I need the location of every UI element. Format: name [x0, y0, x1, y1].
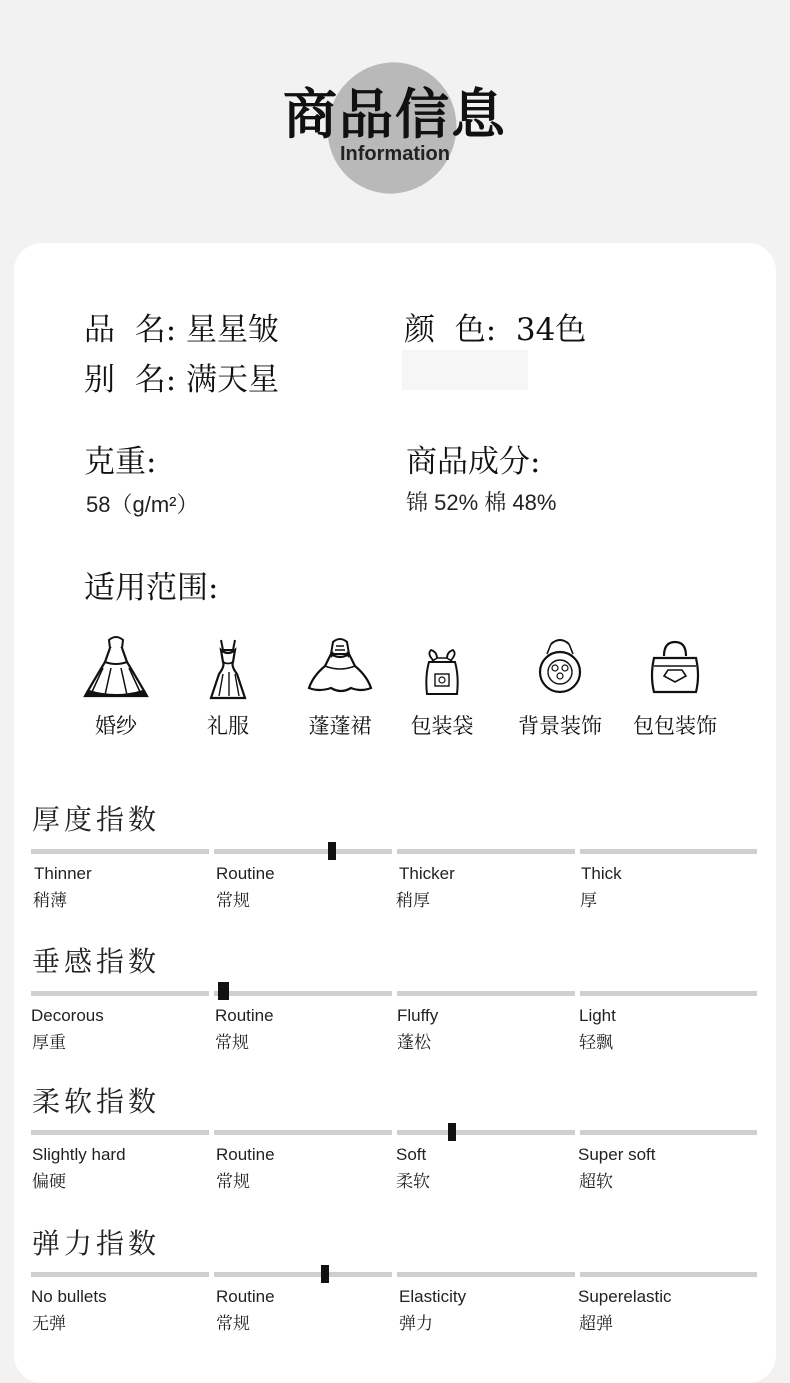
composition-title: 商品成分:: [406, 444, 541, 480]
page-subtitle: Information: [340, 143, 450, 165]
level-label-cn: 常规: [216, 1172, 250, 1192]
level-label-cn: 稍厚: [396, 891, 430, 911]
usage-item-packaging-bag: [387, 632, 497, 740]
usage-label: 蓬蓬裙: [308, 714, 372, 738]
usage-label: 婚纱: [95, 714, 137, 738]
level-label-cn: 厚: [580, 891, 597, 911]
level-label-en: No bullets: [31, 1287, 107, 1306]
usage-item-background-decor: [505, 632, 615, 740]
evening-dress-icon: [193, 632, 263, 702]
scale-bar-segment: [580, 1130, 757, 1135]
scale-bar-segment: [397, 991, 575, 996]
level-label-en: Elasticity: [399, 1287, 467, 1306]
scale-bar-segment: [397, 1130, 575, 1135]
usage-item-tutu-skirt: [285, 632, 395, 740]
level-label-cn: 蓬松: [397, 1033, 431, 1053]
usage-item-evening-dress: [173, 632, 283, 740]
level-label-en: Light: [579, 1006, 616, 1025]
level-label-en: Routine: [215, 1006, 274, 1025]
scale-bar-segment: [31, 1272, 209, 1277]
usage-label: 包包装饰: [633, 714, 717, 738]
scale-bar-segment: [214, 1272, 392, 1277]
usage-label: 礼服: [207, 714, 249, 738]
scale-bar-segment: [214, 849, 392, 854]
scale-bar-segment: [580, 849, 757, 854]
level-label-en: Thicker: [399, 864, 455, 883]
blurred-area: [402, 350, 528, 390]
index-title: 厚度指数: [32, 803, 161, 836]
usage-item-handbag-decor: [620, 632, 730, 740]
index-title: 垂感指数: [32, 945, 161, 978]
level-label-en: Decorous: [31, 1006, 104, 1025]
level-marker: [218, 982, 229, 1000]
level-label-en: Super soft: [578, 1145, 656, 1164]
level-label-cn: 无弹: [32, 1314, 66, 1334]
handbag-icon: [640, 632, 710, 702]
level-label-cn: 超弹: [579, 1314, 613, 1334]
level-label-en: Superelastic: [578, 1287, 672, 1306]
wedding-dress-icon: [81, 632, 151, 702]
level-label-cn: 超软: [579, 1172, 613, 1192]
level-marker: [328, 842, 336, 860]
scale-bar-segment: [397, 1272, 575, 1277]
level-label-cn: 弹力: [399, 1314, 433, 1334]
level-label-cn: 常规: [215, 1033, 249, 1053]
level-label-cn: 偏硬: [32, 1172, 66, 1192]
product-color-count: 颜 色: 34色: [404, 312, 587, 348]
level-label-cn: 轻飘: [579, 1033, 613, 1053]
scale-bar-segment: [397, 849, 575, 854]
scale-bar-segment: [580, 1272, 757, 1277]
level-label-cn: 柔软: [396, 1172, 430, 1192]
usage-label: 背景装饰: [518, 714, 602, 738]
level-label-en: Slightly hard: [32, 1145, 126, 1164]
usage-item-wedding-dress: [61, 632, 171, 740]
composition-value: 锦 52% 棉 48%: [406, 490, 557, 515]
usage-title: 适用范围:: [84, 570, 219, 606]
level-label-cn: 稍薄: [33, 891, 67, 911]
level-label-en: Routine: [216, 1145, 275, 1164]
page-title: 商品信息: [283, 83, 507, 146]
level-label-en: Soft: [396, 1145, 427, 1164]
level-label-en: Routine: [216, 1287, 275, 1306]
index-title: 弹力指数: [32, 1227, 161, 1260]
level-label-en: Thinner: [34, 864, 92, 883]
scale-bar-segment: [214, 991, 392, 996]
product-alias: 别 名: 满天星: [84, 362, 280, 398]
product-name: 品 名: 星星皱: [84, 312, 280, 348]
level-marker: [448, 1123, 456, 1141]
level-label-cn: 常规: [216, 1314, 250, 1334]
background-decor-icon: [525, 632, 595, 702]
scale-bar-segment: [31, 991, 209, 996]
scale-bar-segment: [31, 849, 209, 854]
level-label-cn: 常规: [216, 891, 250, 911]
level-label-en: Thick: [581, 864, 622, 883]
level-marker: [321, 1265, 329, 1283]
page-header: [0, 0, 790, 240]
weight-value: 58（g/m²）: [86, 492, 199, 517]
level-label-cn: 厚重: [32, 1033, 66, 1053]
index-title: 柔软指数: [32, 1085, 161, 1118]
level-label-en: Routine: [216, 864, 275, 883]
scale-bar-segment: [214, 1130, 392, 1135]
weight-title: 克重:: [84, 444, 157, 480]
scale-bar-segment: [31, 1130, 209, 1135]
packaging-bag-icon: [407, 632, 477, 702]
tutu-skirt-icon: [305, 632, 375, 702]
scale-bar-segment: [580, 991, 757, 996]
level-label-en: Fluffy: [397, 1006, 439, 1025]
usage-label: 包装袋: [410, 714, 474, 738]
